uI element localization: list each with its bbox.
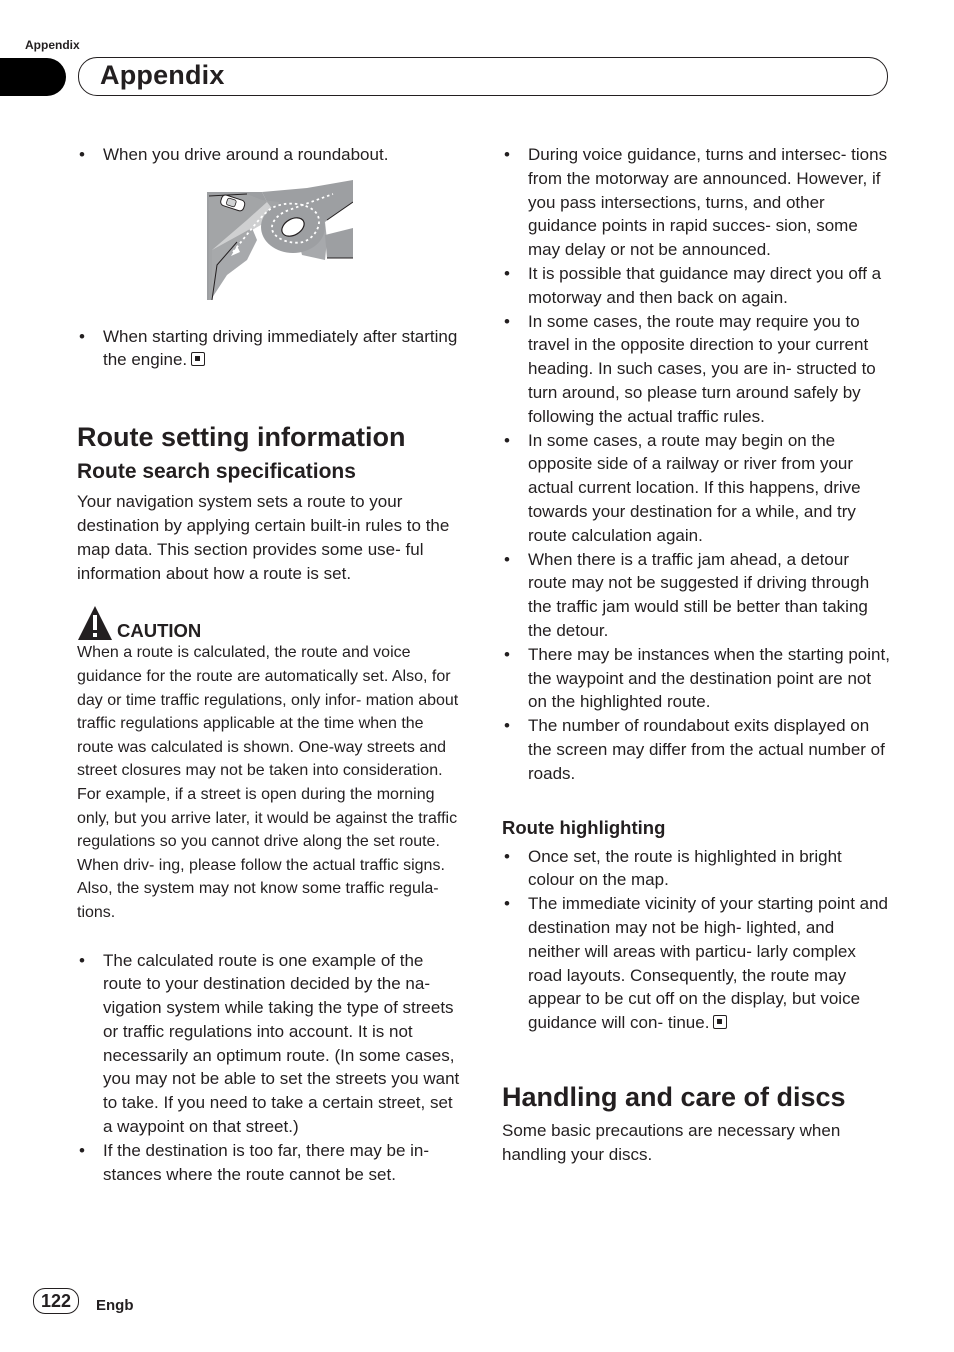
subheading-route-search: Route search specifications xyxy=(77,460,356,484)
heading-route-highlighting: Route highlighting xyxy=(502,816,666,838)
list-item-text: The immediate vicinity of your starting point and destination may not be high- lighted, and neither will areas with particu- larly complex road layouts. Consequently, the route may appear to be cut off on the display, but voice guidance will con- tinue. xyxy=(528,894,889,1033)
list-item: • In some cases, a route may begin on the opposite side of a railway or river from your actual current location. If this happens, drive towards your destination for a while, and try route calculation again. xyxy=(502,429,890,548)
section-title-bar xyxy=(78,57,888,96)
list-item: • Once set, the route is highlighted in bright colour on the map. xyxy=(502,845,890,893)
list-item xyxy=(77,325,463,373)
running-header: Appendix xyxy=(25,38,80,52)
discs-intro: Some basic precautions are necessary when handling your discs. xyxy=(502,1120,841,1164)
caution-label: CAUTION xyxy=(117,620,202,642)
intro-paragraph: Your navigation system sets a route to your destination by applying certain built-in rules to the map data. This section provides some use- ful information about how a route is set. xyxy=(77,492,450,583)
page-number: 122 xyxy=(33,1288,79,1314)
bullet-list xyxy=(502,143,890,786)
list-item: • There may be instances when the starting point, the waypoint and the destination point are not on the highlighted route. xyxy=(502,643,890,714)
list-item: • It is possible that guidance may direct you off a motorway and then back on again. xyxy=(502,262,890,310)
end-of-section-icon xyxy=(713,1015,727,1029)
left-column xyxy=(77,143,463,1186)
bullet-list xyxy=(77,143,463,167)
list-item: • During voice guidance, turns and intersec- tions from the motorway are announced. However, if you pass intersections, turns, and other guidance points in rapid succes- sion, some may delay or not be announced. xyxy=(502,143,890,262)
heading-route-setting: Route setting information xyxy=(77,422,406,453)
warning-triangle-icon xyxy=(77,605,113,641)
caution-text: When a route is calculated, the route and voice guidance for the route are automatically set. Also, for day or time traffic regulations, only infor- mation about traffic regulations applicable at the time when the route was calculated is shown. One-way streets and street closures may not be taken into consideration. For example, if a street is open during the morning only, but you arrive later, it would be against the traffic regulations so you cannot drive along the set route. When driv- ing, please follow the actual traffic signs. Also, the system may not know some traffic regula- tions. xyxy=(77,644,459,921)
caution-header xyxy=(77,601,463,641)
list-item: • The calculated route is one example of the route to your destination decided by the na- vigation system while taking the type of streets or traffic regulations into account. It is not necessarily an optimum route. (In some cases, you may not be able to set the streets you want to take. If you need to take a certain street, set a waypoint on that street.) xyxy=(77,949,463,1139)
right-column xyxy=(502,143,890,1166)
heading-discs: Handling and care of discs xyxy=(502,1081,846,1112)
end-of-section-icon xyxy=(191,352,205,366)
bullet-list xyxy=(77,949,463,1187)
list-item: • When you drive around a roundabout. xyxy=(77,143,463,167)
list-item: • The number of roundabout exits displayed on the screen may differ from the actual number of roads. xyxy=(502,714,890,785)
roundabout-illustration xyxy=(207,180,353,300)
bullet-list xyxy=(77,325,463,373)
list-item: • When there is a traffic jam ahead, a detour route may not be suggested if driving through the traffic jam would still be better than taking the detour. xyxy=(502,548,890,643)
list-item: • In some cases, the route may require you to travel in the opposite direction to your current heading. In such cases, you are in- structed to turn around, so please turn around safely by following the actual traffic rules. xyxy=(502,310,890,429)
bullet-list xyxy=(502,845,890,1035)
language-code: Engb xyxy=(96,1297,134,1314)
list-item xyxy=(502,892,890,1035)
section-tab-marker xyxy=(0,58,66,96)
list-item: • If the destination is too far, there may be in- stances where the route cannot be set. xyxy=(77,1139,463,1187)
list-item-text: When starting driving immediately after starting the engine. xyxy=(103,326,458,370)
section-title: Appendix xyxy=(100,60,225,90)
